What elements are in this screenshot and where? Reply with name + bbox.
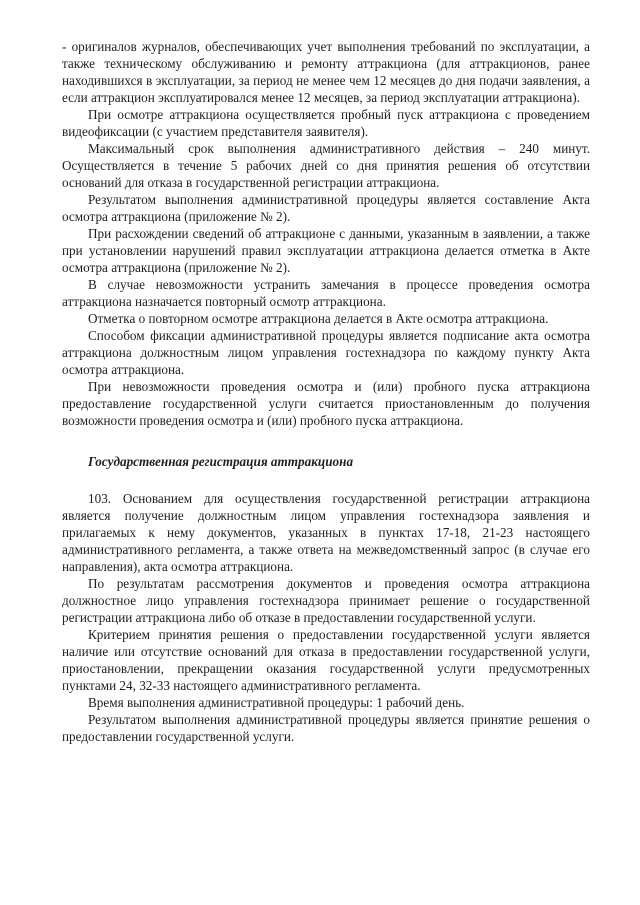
- document-body: [62, 38, 590, 745]
- paragraph: При расхождении сведений об аттракционе с данными, указанным в заявлении, а также при установлении нарушений правил эксплуатации аттракциона делается отметка в Акте осмотра аттракциона (приложение № 2).: [62, 226, 590, 275]
- paragraph: Максимальный срок выполнения административного действия – 240 минут. Осуществляется в течение 5 рабочих дней со дня принятия решения об отсутствии оснований для отказа в государственной регистрации аттракциона.: [62, 141, 590, 190]
- paragraph: Результатом выполнения административной процедуры является составление Акта осмотра аттракциона (приложение № 2).: [62, 192, 590, 224]
- paragraph: Критерием принятия решения о предоставлении государственной услуги является наличие или отсутствие оснований для отказа в предоставлении государственной услуги, приостановлении, прекращении оказания государственной услуги предусмотренных пунктами 24, 32-33 настоящего административного регламента.: [62, 627, 590, 693]
- paragraph: Результатом выполнения административной процедуры является принятие решения о предоставлении государственной услуги.: [62, 712, 590, 744]
- paragraph: Способом фиксации административной процедуры является подписание акта осмотра аттракциона должностным лицом управления гостехнадзора по каждому пункту Акта осмотра аттракциона.: [62, 328, 590, 377]
- paragraph: В случае невозможности устранить замечания в процессе проведения осмотра аттракциона назначается повторный осмотр аттракциона.: [62, 277, 590, 309]
- paragraph: Время выполнения административной процедуры: 1 рабочий день.: [88, 695, 465, 710]
- paragraph: При осмотре аттракциона осуществляется пробный пуск аттракциона с проведением видеофиксации (с участием представителя заявителя).: [62, 107, 590, 139]
- paragraph: - оригиналов журналов, обеспечивающих учет выполнения требований по эксплуатации, а также техническому обслуживанию и ремонту аттракциона (для аттракционов, ранее находившихся в эксплуатации, за период не менее чем 12 месяцев до дня подачи заявления, а если аттракцион эксплуатировался менее 12 месяцев, за период эксплуатации аттракциона).: [62, 39, 590, 105]
- paragraph: Отметка о повторном осмотре аттракциона делается в Акте осмотра аттракциона.: [88, 311, 549, 326]
- section-heading: Государственная регистрация аттракциона: [88, 454, 354, 469]
- paragraph: По результатам рассмотрения документов и проведения осмотра аттракциона должностное лицо управления гостехнадзора принимает решение о государственной регистрации аттракциона либо об отказе в предоставлении государственной услуги.: [62, 576, 590, 625]
- paragraph: 103. Основанием для осуществления государственной регистрации аттракциона является получение должностным лицом управления гостехнадзора заявления и прилагаемых к нему документов, указанных в пунктах 17-18, 21-23 настоящего административного регламента, а также ответа на межведомственный запрос (в случае его направления), акта осмотра аттракциона.: [62, 491, 590, 574]
- paragraph: При невозможности проведения осмотра и (или) пробного пуска аттракциона предоставление государственной услуги считается приостановленным до получения возможности проведения осмотра и (или) пробного пуска аттракциона.: [62, 379, 590, 428]
